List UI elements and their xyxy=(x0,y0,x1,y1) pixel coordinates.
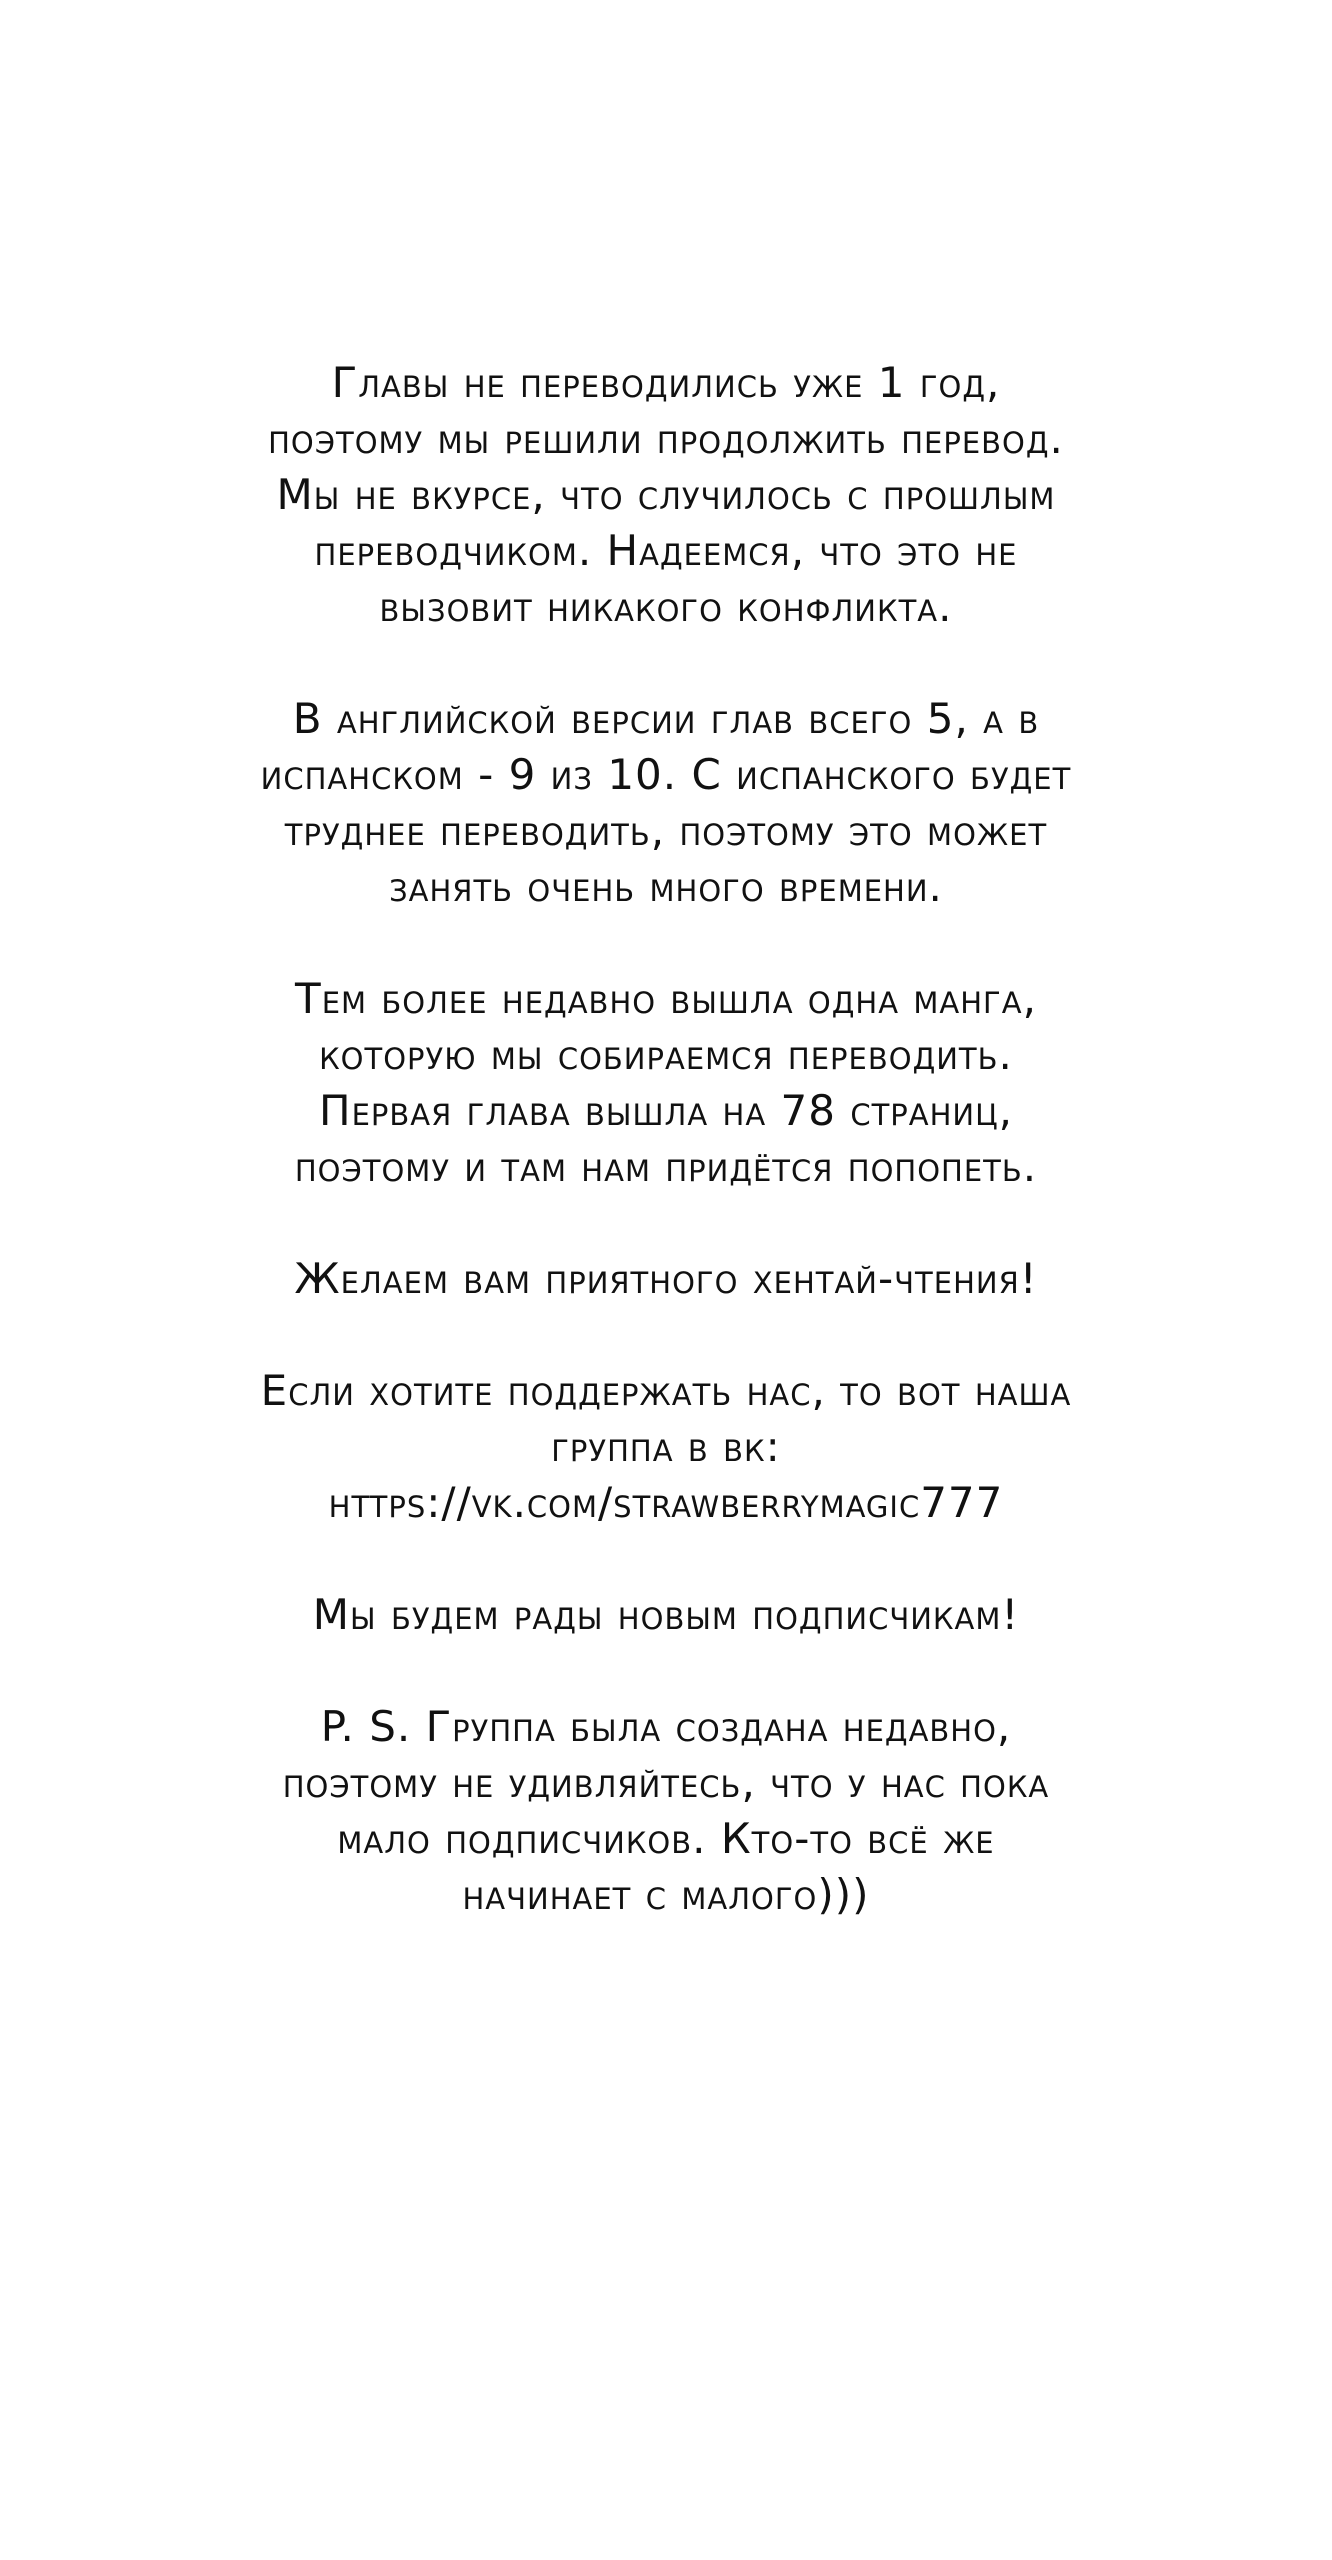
note-line: Главы не переводились уже 1 год, xyxy=(331,358,1001,407)
note-paragraph-wish xyxy=(40,1251,1292,1307)
note-line: испанском - 9 из 10. С испанского будет xyxy=(260,750,1072,799)
note-paragraph-new-manga xyxy=(40,971,1292,1195)
group-link[interactable]: https://vk.com/strawberrymagic777 xyxy=(328,1478,1004,1527)
note-paragraph-ps xyxy=(40,1699,1292,1923)
translator-note xyxy=(40,355,1292,1979)
note-line: переводчиком. Надеемся, что это не xyxy=(314,526,1018,575)
note-line: поэтому мы решили продолжить перевод. xyxy=(268,414,1064,463)
note-line: труднее переводить, поэтому это может xyxy=(284,806,1048,855)
note-line: Мы не вкурсе, что случилось с прошлым xyxy=(276,470,1056,519)
note-line: мало подписчиков. Кто-то всё же xyxy=(337,1814,995,1863)
note-line: группа в вк: xyxy=(551,1422,781,1471)
note-paragraph-versions xyxy=(40,691,1292,915)
note-line: Если хотите поддержать нас, то вот наша xyxy=(260,1366,1072,1415)
note-line: Желаем вам приятного хентай-чтения! xyxy=(294,1254,1038,1303)
note-line: занять очень много времени. xyxy=(389,862,943,911)
note-paragraph-support xyxy=(40,1363,1292,1531)
note-line: Первая глава вышла на 78 страниц, xyxy=(319,1086,1013,1135)
note-paragraph-intro xyxy=(40,355,1292,635)
note-line: которую мы собираемся переводить. xyxy=(319,1030,1013,1079)
note-line: В английской версии глав всего 5, а в xyxy=(292,694,1040,743)
note-line: поэтому и там нам придётся попопеть. xyxy=(294,1142,1038,1191)
note-line: вызовит никакого конфликта. xyxy=(379,582,953,631)
note-line: P. S. Группа была создана недавно, xyxy=(320,1702,1012,1751)
note-paragraph-subscribers xyxy=(40,1587,1292,1643)
note-line: начинает с малого))) xyxy=(462,1870,870,1919)
note-line: Тем более недавно вышла одна манга, xyxy=(295,974,1037,1023)
note-line: Мы будем рады новым подписчикам! xyxy=(312,1590,1020,1639)
note-line: поэтому не удивляйтесь, что у нас пока xyxy=(282,1758,1050,1807)
